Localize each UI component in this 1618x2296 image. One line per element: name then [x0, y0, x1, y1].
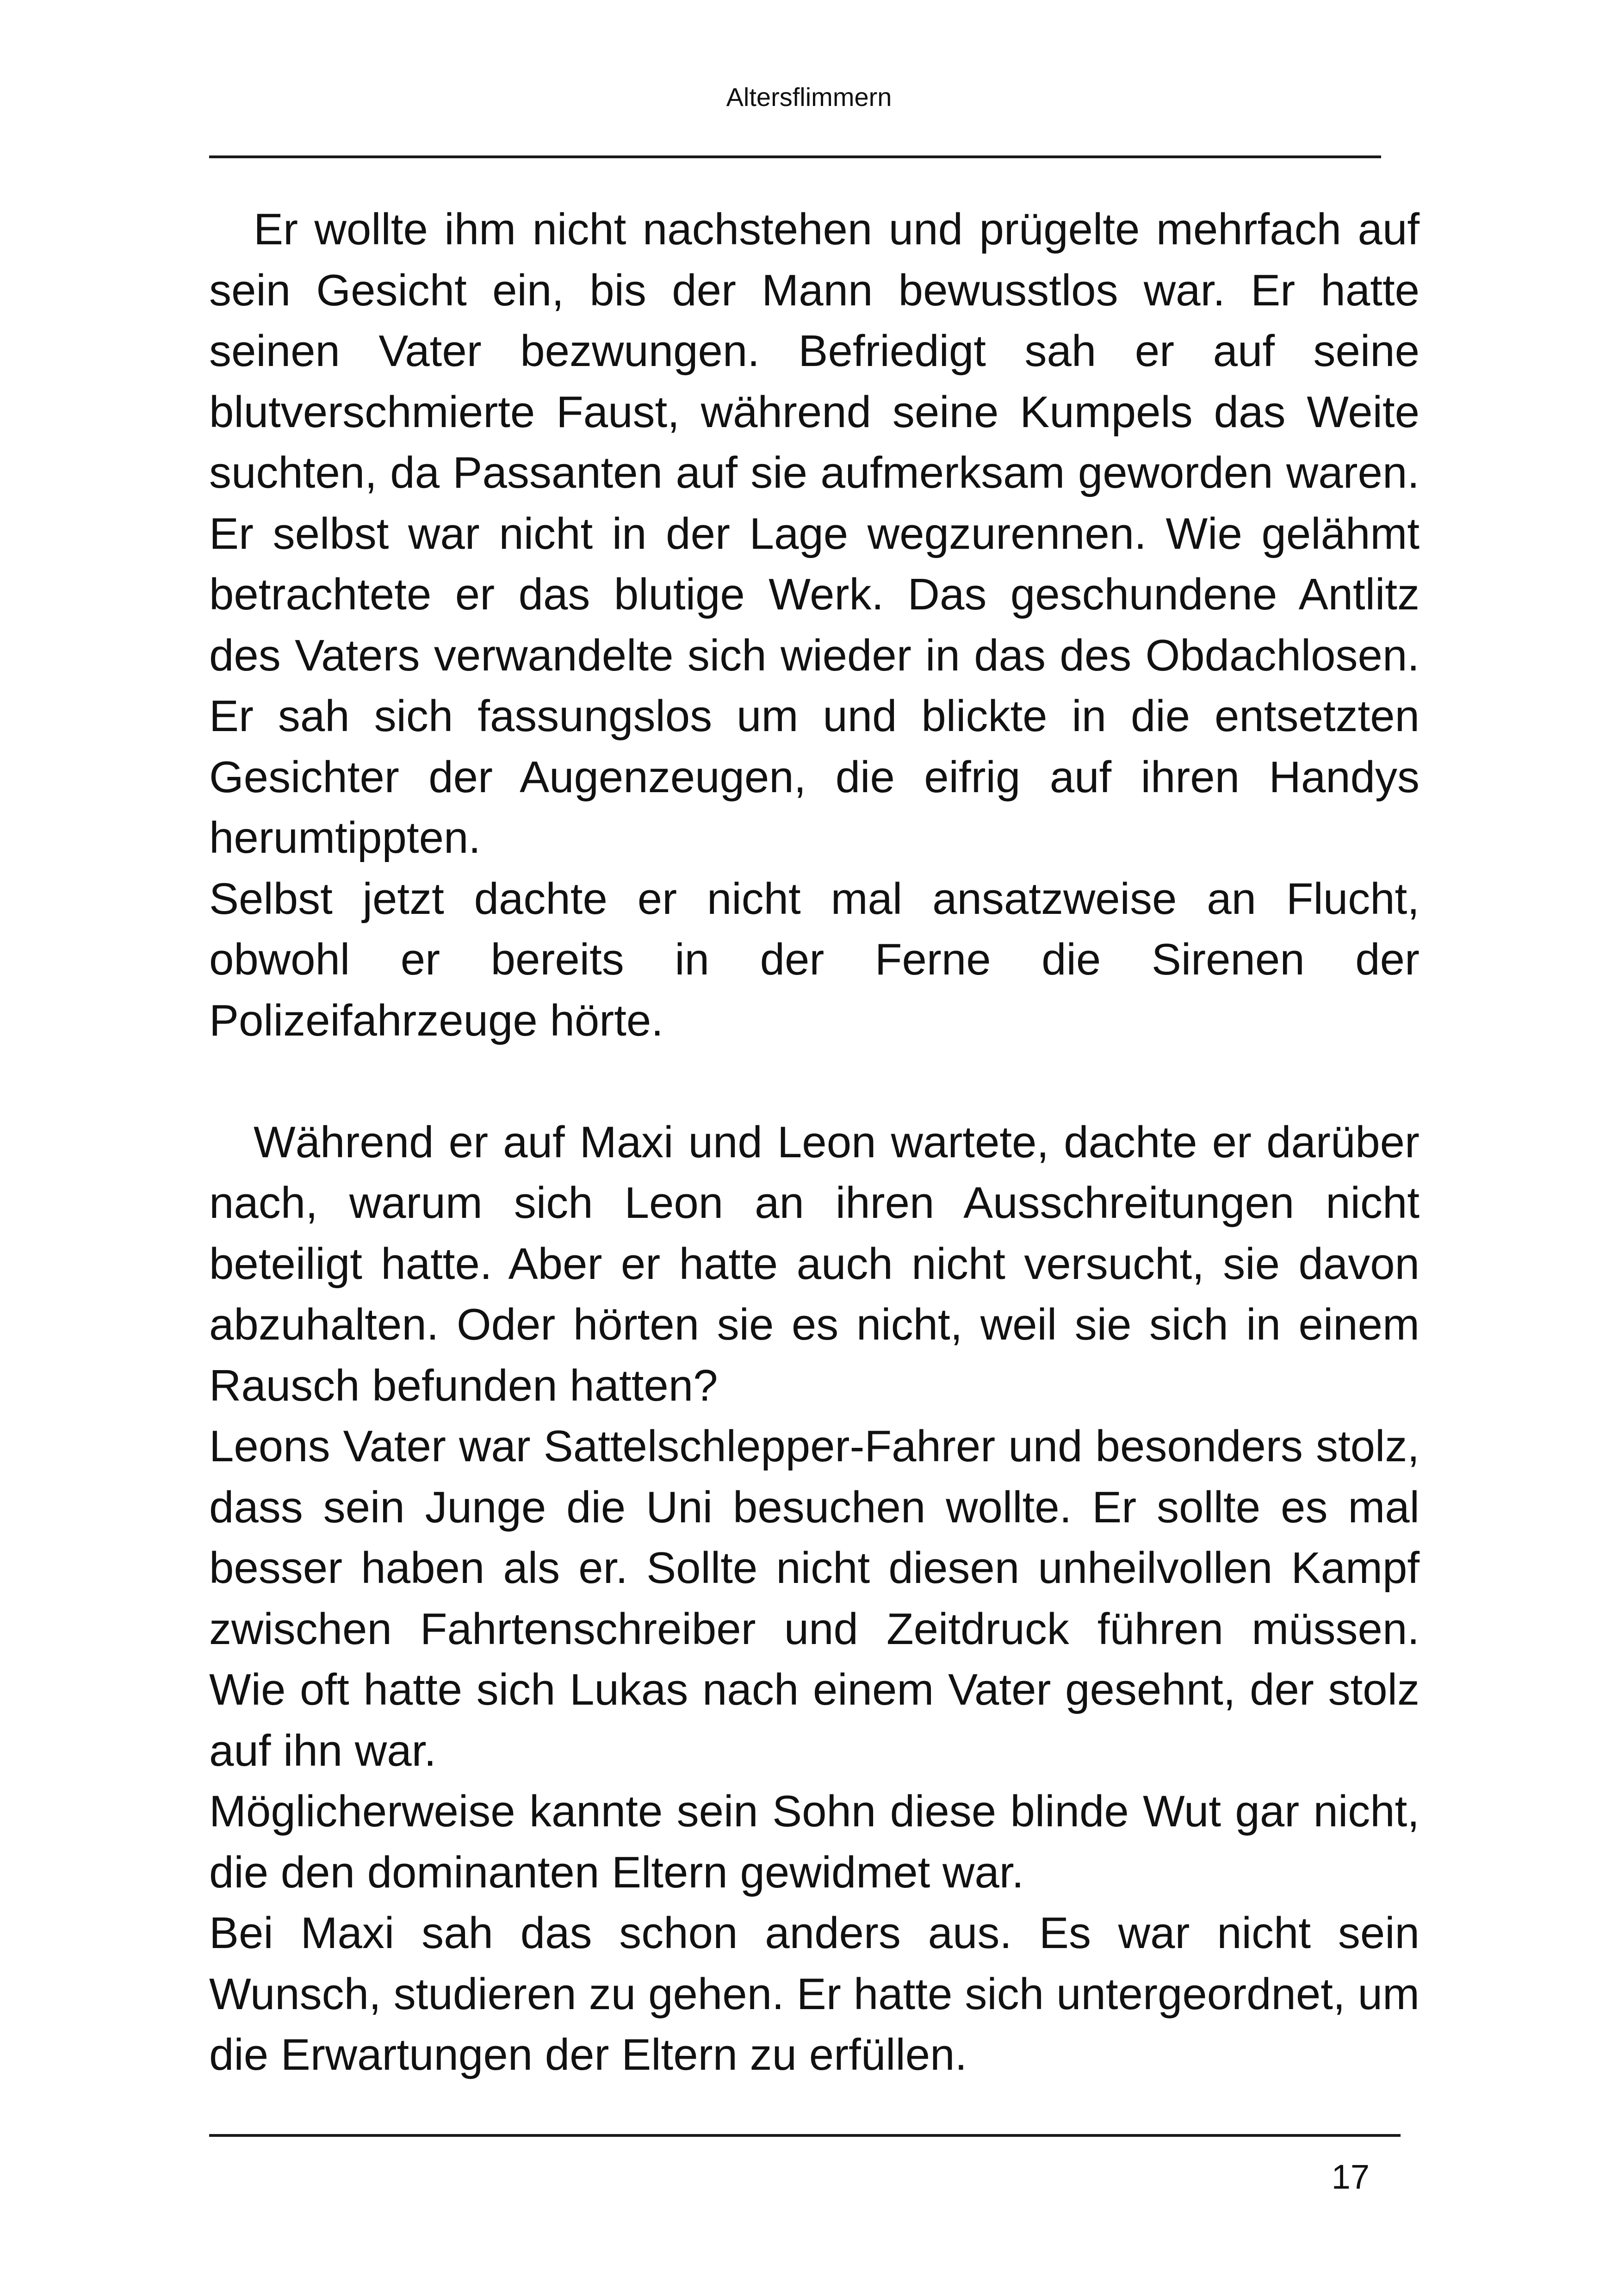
paragraph: Während er auf Maxi und Leon wartete, dachte er darüber nach, warum sich Leon an ihren Ausschreitungen nicht beteiligt hatte. Aber er hatte auch nicht versucht, sie davon abzuhalten. Oder hörten sie es nicht, weil sie sich in einem Rausch befunden hatten?: [209, 1117, 1420, 1410]
paragraph: Er wollte ihm nicht nachstehen und prügelte mehrfach auf sein Gesicht ein, bis der Mann bewusstlos war. Er hatte seinen Vater bezwungen. Befriedigt sah er auf seine blutverschmierte Faust, während seine Kumpels das Weite suchten, da Passanten auf sie aufmerksam geworden waren. Er selbst war nicht in der Lage wegzurennen. Wie gelähmt betrachtete er das blutige Werk. Das geschundene Antlitz des Vaters verwandelte sich wieder in das des Obdachlosen. Er sah sich fassungslos um und blickte in die entsetzten Gesichter der Augenzeugen, die eifrig auf ihren Handys herumtippten.: [209, 205, 1420, 863]
paragraph: Leons Vater war Sattelschlepper-Fahrer und besonders stolz, dass sein Junge die Uni besuchen wollte. Er sollte es mal besser haben als er. Sollte nicht diesen unheilvollen Kampf zwischen Fahrtenschreiber und Zeitdruck führen müssen. Wie oft hatte sich Lukas nach einem Vater gesehnt, der stolz auf ihn war.: [209, 1421, 1420, 1775]
paragraph: Möglicherweise kannte sein Sohn diese blinde Wut gar nicht, die den dominanten Eltern gewidmet war.: [209, 1787, 1420, 1897]
running-header: Altersflimmern: [726, 82, 892, 112]
footer-rule: [209, 2134, 1401, 2137]
paragraph: Bei Maxi sah das schon anders aus. Es war nicht sein Wunsch, studieren zu gehen. Er hatte sich untergeordnet, um die Erwartungen der Eltern zu erfüllen.: [209, 1908, 1420, 2079]
paragraph: Selbst jetzt dachte er nicht mal ansatzweise an Flucht, obwohl er bereits in der Ferne die Sirenen der Polizeifahrzeuge hörte.: [209, 874, 1420, 1045]
page-body: [209, 199, 1420, 2085]
header-rule: [209, 155, 1381, 158]
page-number: 17: [1331, 2158, 1370, 2196]
